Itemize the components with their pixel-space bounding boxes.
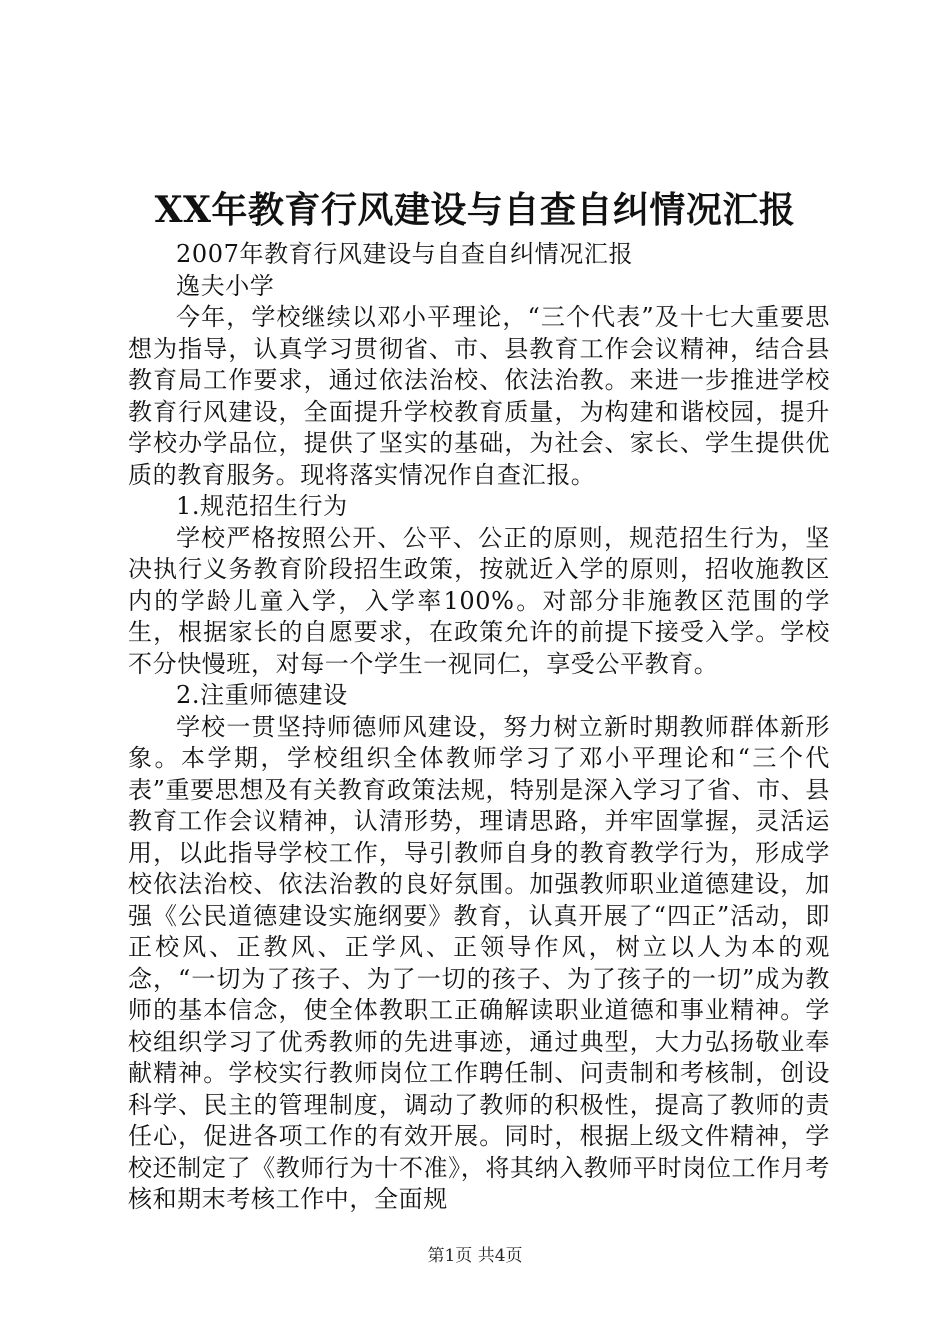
paragraph-section-1: 学校严格按照公开、公平、公正的原则，规范招生行为，坚决执行义务教育阶段招生政策，按就近入学的原则，招收施教区内的学龄儿童入学，入学率100%。对部分非施教区范围的学生，根据家长的自愿要求，在政策允许的前提下接受入学。学校不分快慢班，对每一个学生一视同仁，享受公平教育。 xyxy=(128,523,830,678)
section-heading-2: 2.注重师德建设 xyxy=(176,681,348,709)
paragraph-section-2: 学校一贯坚持师德师风建设，努力树立新时期教师群体新形象。本学期，学校组织全体教师学习了邓小平理论和“三个代表”重要思想及有关教育政策法规，特别是深入学习了省、市、县教育工作会议精神，认清形势，理请思路，并牢固掌握，灵活运用，以此指导学校工作，导引教师自身的教育教学行为，形成学校依法治校、依法治教的良好氛围。加强教师职业道德建设，加强《公民道德建设实施纲要》教育，认真开展了“四正”活动，即正校风、正教风、正学风、正领导作风，树立以人为本的观念，“一切为了孩子、为了一切的孩子、为了孩子的一切”成为教师的基本信念，使全体教职工正确解读职业道德和事业精神。学校组织学习了优秀教师的先进事迹，通过典型，大力弘扬敬业奉献精神。学校实行教师岗位工作聘任制、问责制和考核制，创设科学、民主的管理制度，调动了教师的积极性，提高了教师的责任心，促进各项工作的有效开展。同时，根据上级文件精神，学校还制定了《教师行为十不准》，将其纳入教师平时岗位工作月考核和期末考核工作中，全面规 xyxy=(128,712,830,1213)
paragraph-intro: 今年，学校继续以邓小平理论，“三个代表”及十七大重要思想为指导，认真学习贯彻省、市、县教育工作会议精神，结合县教育局工作要求，通过依法治校、依法治教。来进一步推进学校教育行风建设，全面提升学校教育质量，为构建和谐校园，提升学校办学品位，提供了坚实的基础，为社会、家长、学生提供优质的教育服务。现将落实情况作自查汇报。 xyxy=(128,303,830,489)
document-title: XX年教育行风建设与自查自纠情况汇报 xyxy=(154,189,796,231)
subtitle-line: 2007年教育行风建设与自查自纠情况汇报 xyxy=(176,240,634,268)
school-name: 逸夫小学 xyxy=(176,271,275,300)
document-body xyxy=(128,239,830,1216)
page-number-footer: 第1页 共4页 xyxy=(427,1246,523,1266)
section-heading-1: 1.规范招生行为 xyxy=(176,492,348,520)
